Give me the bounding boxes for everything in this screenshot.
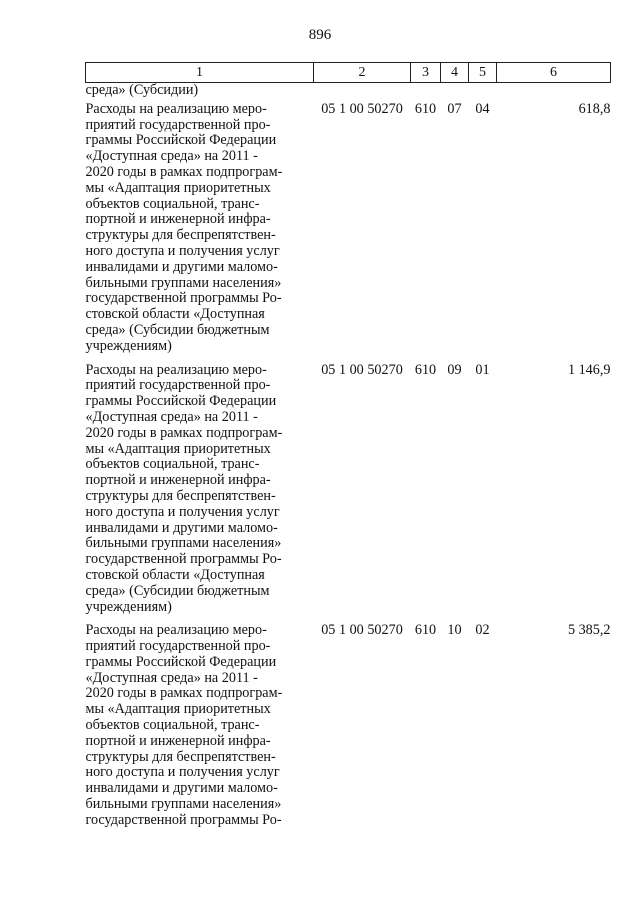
description-line: Расходы на реализацию меро- bbox=[85, 100, 267, 117]
description-line: инвалидами и другими маломо- bbox=[85, 258, 278, 275]
description-line: 2020 годы в рамках подпрограм- bbox=[85, 424, 283, 441]
description-line: учреждениям) bbox=[85, 337, 172, 354]
row-amount: 5 385,2 bbox=[567, 622, 611, 639]
description-line: структуры для беспрепятствен- bbox=[85, 227, 276, 244]
description-line: инвалидами и другими маломо- bbox=[85, 519, 278, 536]
description-line: Расходы на реализацию меро- bbox=[85, 622, 267, 639]
description-line: граммы Российской Федерации bbox=[85, 132, 277, 149]
header-col-6: 6 bbox=[497, 63, 611, 83]
table-header bbox=[86, 63, 611, 83]
description-line: бильными группами населения» bbox=[85, 535, 282, 552]
description-line: «Доступная среда» на 2011 - bbox=[85, 408, 258, 425]
description-line: граммы Российской Федерации bbox=[85, 653, 277, 670]
description-line: объектов социальной, транс- bbox=[85, 456, 260, 473]
description-line: ного доступа и получения услуг bbox=[85, 764, 280, 781]
description-line: мы «Адаптация приоритетных bbox=[85, 701, 271, 718]
page-number: 896 bbox=[308, 27, 332, 43]
description-line: приятий государственной про- bbox=[85, 116, 271, 133]
table-row bbox=[86, 363, 611, 624]
table-row bbox=[86, 623, 611, 836]
description-line: «Доступная среда» на 2011 - bbox=[85, 148, 258, 165]
budget-table bbox=[85, 62, 611, 837]
description-line: 2020 годы в рамках подпрограм- bbox=[85, 163, 283, 180]
table-row bbox=[86, 102, 611, 363]
description-line: мы «Адаптация приоритетных bbox=[85, 179, 271, 196]
description-line: стовской области «Доступная bbox=[85, 306, 265, 323]
description-line: среда» (Субсидии бюджетным bbox=[85, 582, 270, 599]
row-description bbox=[86, 363, 314, 624]
description-line: государственной программы Ро- bbox=[85, 811, 282, 828]
row-expense-type: 610 bbox=[414, 100, 437, 117]
row-amount: 618,8 bbox=[578, 100, 611, 117]
description-line: мы «Адаптация приоритетных bbox=[85, 440, 271, 457]
description-line: объектов социальной, транс- bbox=[85, 195, 260, 212]
row-description bbox=[86, 623, 314, 836]
header-col-2: 2 bbox=[314, 63, 411, 83]
description-line: «Доступная среда» на 2011 - bbox=[85, 669, 258, 686]
description-line: Расходы на реализацию меро- bbox=[85, 361, 267, 378]
description-line: инвалидами и другими маломо- bbox=[85, 780, 278, 797]
row-description bbox=[86, 102, 314, 363]
continuation-text: среда» (Субсидии) bbox=[85, 82, 199, 98]
description-line: структуры для беспрепятствен- bbox=[85, 487, 276, 504]
header-col-1: 1 bbox=[86, 63, 314, 83]
row-expense-type: 610 bbox=[414, 361, 437, 378]
description-line: портной и инженерной инфра- bbox=[85, 211, 271, 228]
header-col-5: 5 bbox=[469, 63, 497, 83]
row-subsection: 04 bbox=[475, 100, 490, 117]
header-col-4: 4 bbox=[441, 63, 469, 83]
description-line: структуры для беспрепятствен- bbox=[85, 748, 276, 765]
description-line: портной и инженерной инфра- bbox=[85, 472, 271, 489]
description-line: среда» (Субсидии бюджетным bbox=[85, 321, 270, 338]
description-line: 2020 годы в рамках подпрограм- bbox=[85, 685, 283, 702]
description-line: стовской области «Доступная bbox=[85, 566, 265, 583]
description-line: приятий государственной про- bbox=[85, 377, 271, 394]
description-line: государственной программы Ро- bbox=[85, 551, 282, 568]
row-target-code: 05 1 00 50270 bbox=[321, 622, 403, 639]
row-section: 09 bbox=[447, 361, 462, 378]
header-col-3: 3 bbox=[411, 63, 441, 83]
description-line: ного доступа и получения услуг bbox=[85, 242, 280, 259]
row-target-code: 05 1 00 50270 bbox=[321, 100, 403, 117]
row-target-code: 05 1 00 50270 bbox=[321, 361, 403, 378]
description-line: учреждениям) bbox=[85, 598, 172, 615]
continuation-row bbox=[86, 83, 611, 102]
row-section: 10 bbox=[447, 622, 462, 639]
description-line: объектов социальной, транс- bbox=[85, 717, 260, 734]
description-line: бильными группами населения» bbox=[85, 796, 282, 813]
description-line: государственной программы Ро- bbox=[85, 290, 282, 307]
description-line: ного доступа и получения услуг bbox=[85, 503, 280, 520]
description-line: бильными группами населения» bbox=[85, 274, 282, 291]
row-subsection: 02 bbox=[475, 622, 490, 639]
description-line: портной и инженерной инфра- bbox=[85, 732, 271, 749]
row-amount: 1 146,9 bbox=[567, 361, 611, 378]
row-section: 07 bbox=[447, 100, 462, 117]
description-line: граммы Российской Федерации bbox=[85, 393, 277, 410]
row-expense-type: 610 bbox=[414, 622, 437, 639]
row-subsection: 01 bbox=[475, 361, 490, 378]
description-line: приятий государственной про- bbox=[85, 638, 271, 655]
